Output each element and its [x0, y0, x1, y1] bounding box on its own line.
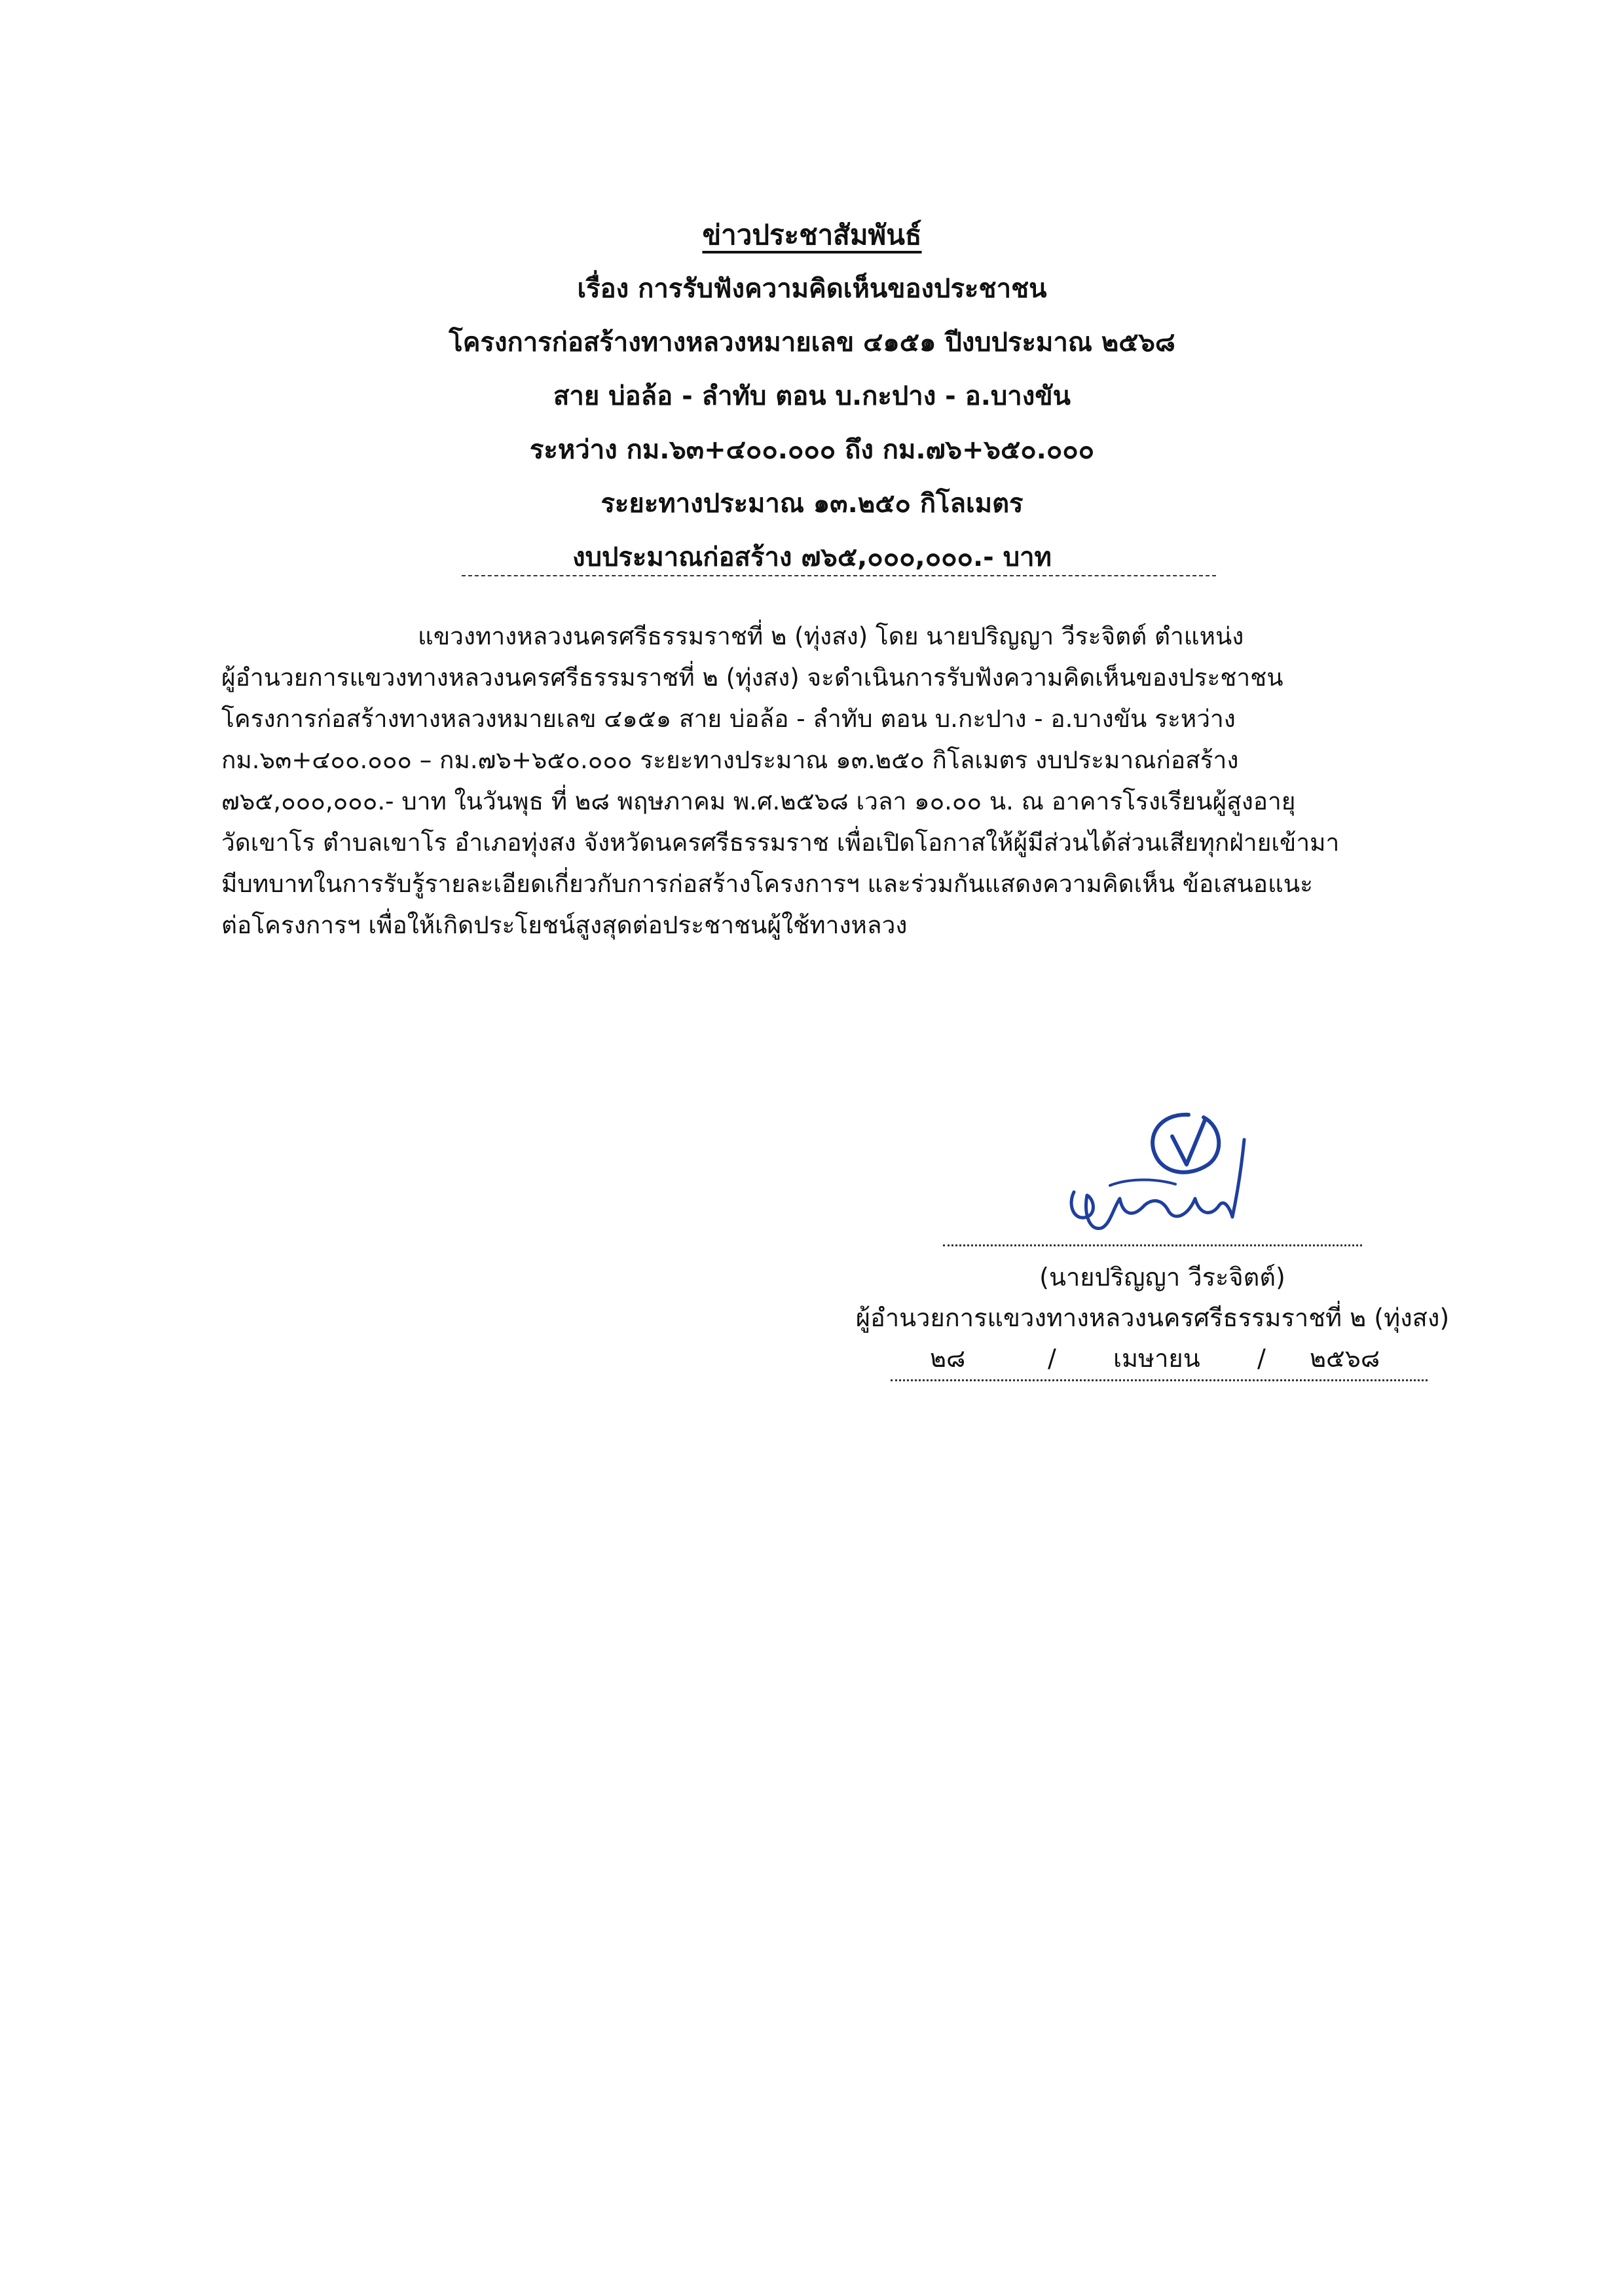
announcement-header	[196, 208, 1428, 584]
announcement-title: ข่าวประชาสัมพันธ์	[702, 219, 922, 251]
distance: ระยะทางประมาณ ๑๓.๒๕๐ กิโลเมตร	[600, 489, 1024, 519]
body-line: ต่อโครงการฯ เพื่อให้เกิดประโยชน์สูงสุดต่อประชาชนผู้ใช้ทางหลวง	[221, 911, 908, 939]
announcement-body	[221, 616, 1459, 946]
body-line: กม.๖๓+๔๐๐.๐๐๐ – กม.๗๖+๖๕๐.๐๐๐ ระยะทางประมาณ ๑๓.๒๕๐ กิโลเมตร งบประมาณก่อสร้าง	[221, 746, 1239, 774]
date-month: เมษายน	[1113, 1344, 1200, 1373]
body-line: มีบทบาทในการรับรู้รายละเอียดเกี่ยวกับการก่อสร้างโครงการฯ และร่วมกันแสดงความคิดเห็น ข้อเสนอแนะ	[221, 870, 1314, 898]
signature-line	[943, 1244, 1362, 1246]
km-range: ระหว่าง กม.๖๓+๔๐๐.๐๐๐ ถึง กม.๗๖+๖๕๐.๐๐๐	[529, 435, 1095, 465]
signature-date	[891, 1340, 1428, 1381]
date-year: ๒๕๖๘	[1310, 1344, 1380, 1373]
handwritten-signature	[1048, 1100, 1270, 1251]
signature-block	[851, 1100, 1473, 1402]
signer-name: (นายปริญญา วีระจิตต์)	[1039, 1263, 1285, 1292]
body-line: ผู้อำนวยการแขวงทางหลวงนครศรีธรรมราชที่ ๒ (ทุ่งสง) จะดำเนินการรับฟังความคิดเห็นของประชาชน	[221, 663, 1283, 692]
body-line: วัดเขาโร ตำบลเขาโร อำเภอทุ่งสง จังหวัดนครศรีธรรมราช เพื่อเปิดโอกาสให้ผู้มีส่วนได้ส่วนเสียทุกฝ่ายเข้ามา	[221, 829, 1340, 857]
body-line: โครงการก่อสร้างทางหลวงหมายเลข ๔๑๕๑ สาย บ่อล้อ - ลำทับ ตอน บ.กะปาง - อ.บางขัน ระหว่าง	[221, 705, 1236, 733]
announcement-subject: เรื่อง การรับฟังความคิดเห็นของประชาชน	[577, 274, 1047, 304]
budget: งบประมาณก่อสร้าง ๗๖๕,๐๐๐,๐๐๐.- บาท	[572, 542, 1052, 572]
date-day: ๒๘	[930, 1344, 966, 1373]
date-separator: /	[1048, 1344, 1056, 1373]
dashed-divider	[462, 575, 1216, 576]
signer-position: ผู้อำนวยการแขวงทางหลวงนครศรีธรรมราชที่ ๒ (ทุ่งสง)	[855, 1303, 1450, 1332]
route-name: สาย บ่อล้อ - ลำทับ ตอน บ.กะปาง - อ.บางขัน	[553, 381, 1071, 411]
project-name: โครงการก่อสร้างทางหลวงหมายเลข ๔๑๕๑ ปีงบประมาณ ๒๕๖๘	[449, 327, 1175, 358]
date-separator: /	[1257, 1344, 1266, 1373]
body-line: แขวงทางหลวงนครศรีธรรมราชที่ ๒ (ทุ่งสง) โดย นายปริญญา วีระจิตต์ ตำแหน่ง	[418, 622, 1244, 650]
body-line: ๗๖๕,๐๐๐,๐๐๐.- บาท ในวันพุธ ที่ ๒๘ พฤษภาคม พ.ศ.๒๕๖๘ เวลา ๑๐.๐๐ น. ณ อาคารโรงเรียนผู้สูงอายุ	[221, 787, 1296, 815]
